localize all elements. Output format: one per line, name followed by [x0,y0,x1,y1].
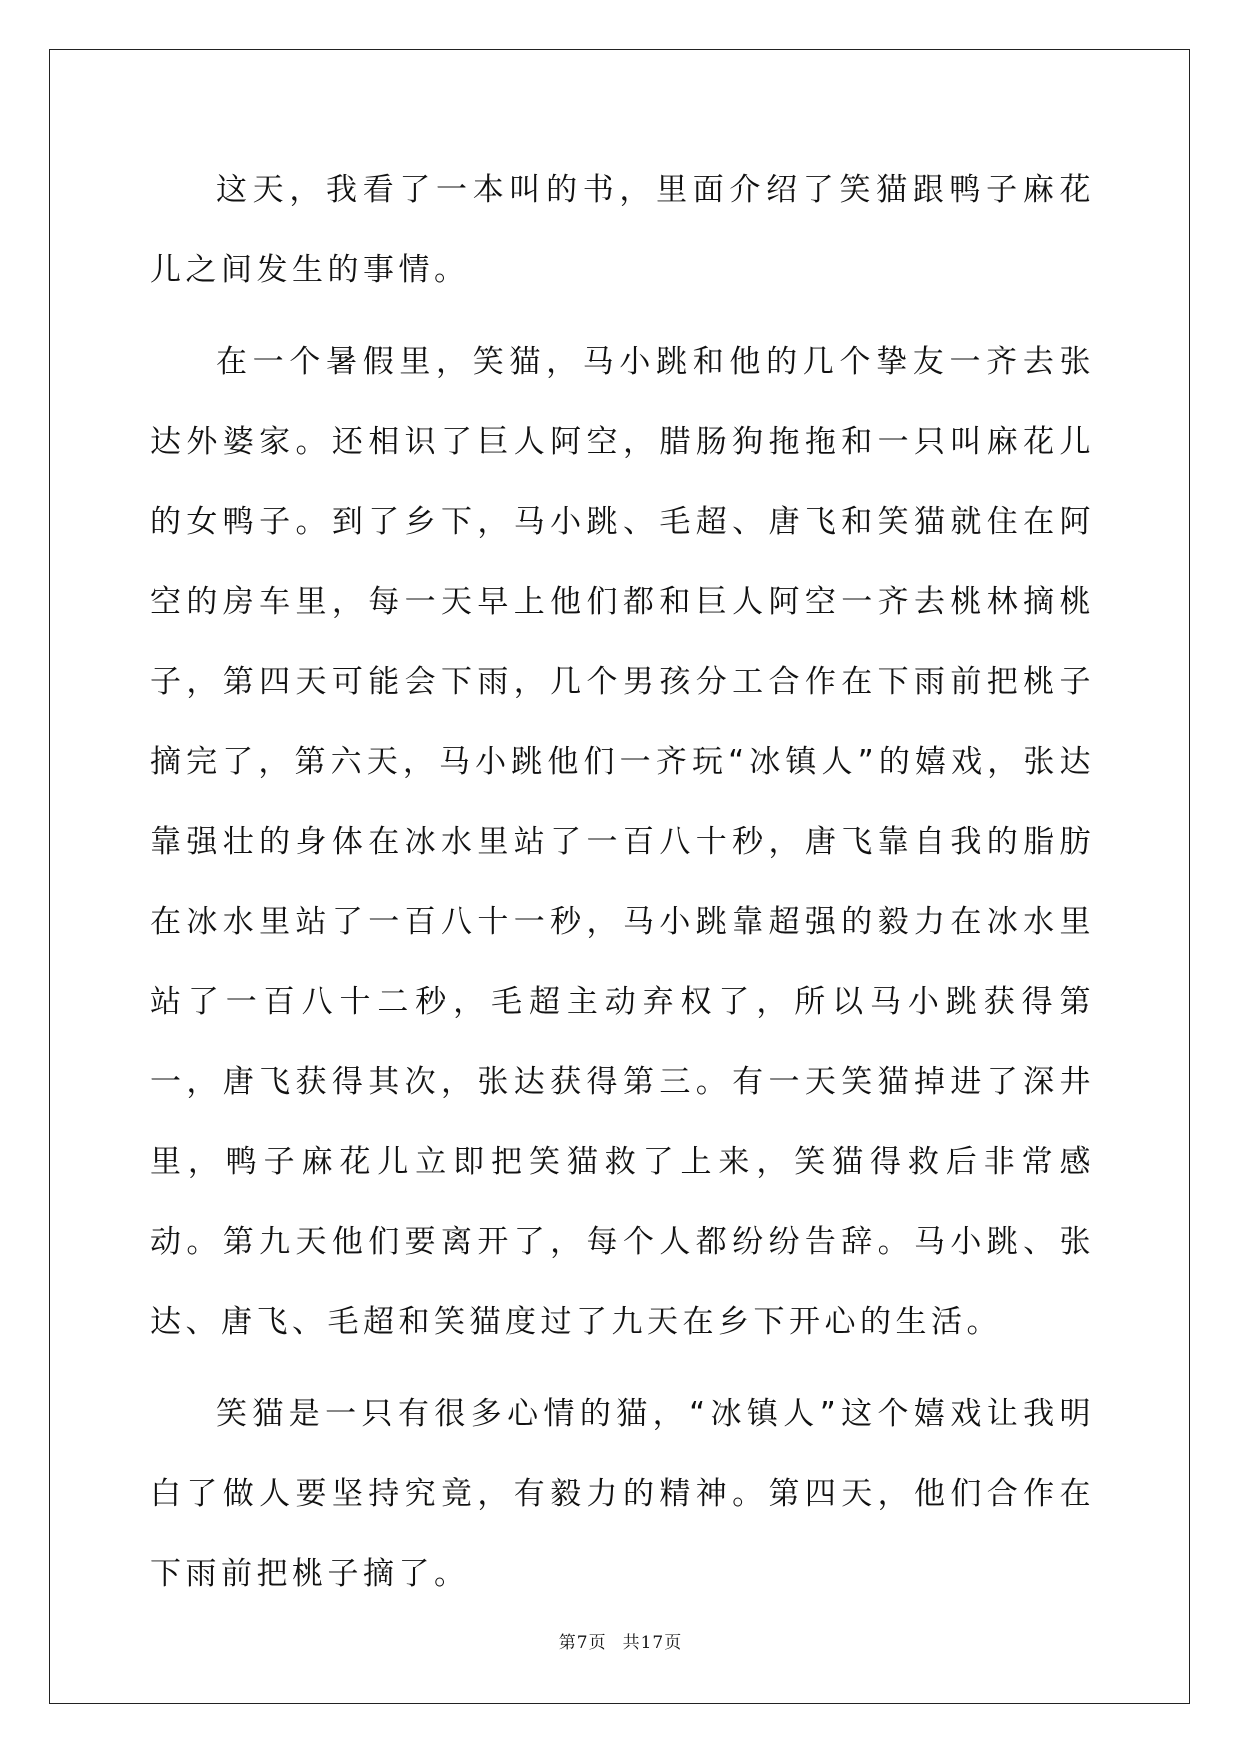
page-total: 共17页 [622,1633,683,1653]
page-footer [0,1628,1241,1653]
paragraph-reflection: 笑猫是一只有很多心情的猫，“冰镇人”这个嬉戏让我明白了做人要坚持究竟，有毅力的精神。第四天，他们合作在下雨前把桃子摘了。 [150,1396,1095,1592]
page-number: 第7页 [558,1633,607,1653]
document-body [150,150,1095,1626]
paragraph-story: 在一个暑假里，笑猫，马小跳和他的几个挚友一齐去张达外婆家。还相识了巨人阿空，腊肠狗拖拖和一只叫麻花儿的女鸭子。到了乡下，马小跳、毛超、唐飞和笑猫就住在阿空的房车里，每一天早上他们都和巨人阿空一齐去桃林摘桃子，第四天可能会下雨，几个男孩分工合作在下雨前把桃子摘完了，第六天，马小跳他们一齐玩“冰镇人”的嬉戏，张达靠强壮的身体在冰水里站了一百八十秒，唐飞靠自我的脂肪在冰水里站了一百八十一秒，马小跳靠超强的毅力在冰水里站了一百八十二秒，毛超主动弃权了，所以马小跳获得第一，唐飞获得其次，张达获得第三。有一天笑猫掉进了深井里，鸭子麻花儿立即把笑猫救了上来，笑猫得救后非常感动。第九天他们要离开了，每个人都纷纷告辞。马小跳、张达、唐飞、毛超和笑猫度过了九天在乡下开心的生活。 [150,344,1095,1340]
paragraph-intro: 这天，我看了一本叫的书，里面介绍了笑猫跟鸭子麻花儿之间发生的事情。 [150,172,1095,288]
